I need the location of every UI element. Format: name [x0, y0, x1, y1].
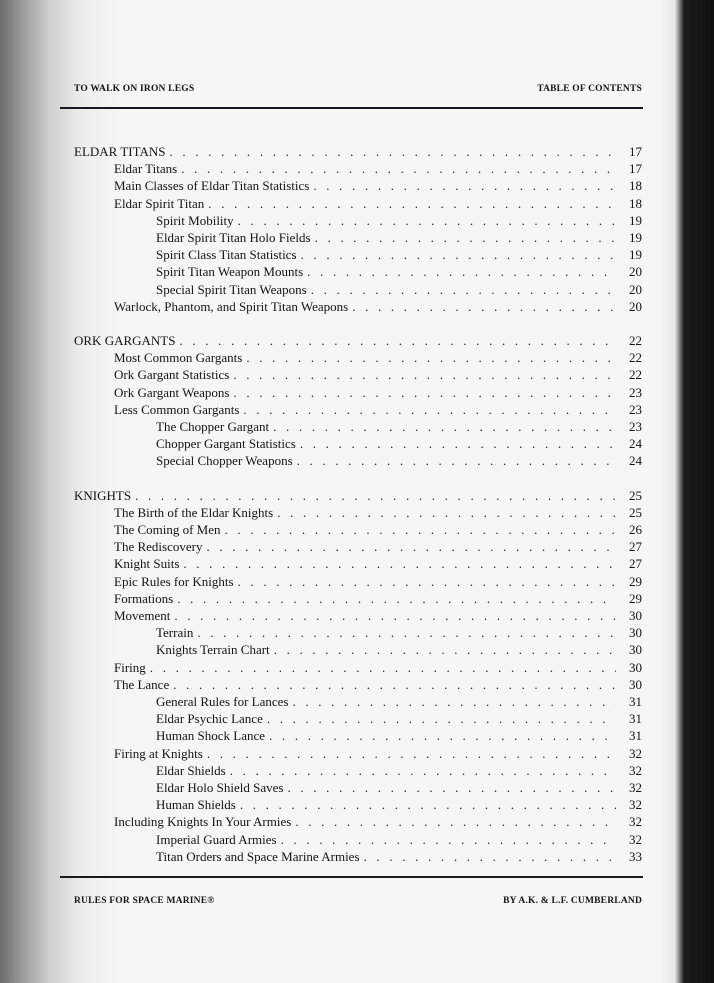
toc-entry-label: Firing at Knights: [114, 745, 203, 761]
dot-leader: [246, 349, 616, 366]
toc-page-number: 32: [629, 797, 642, 813]
toc-page-number: 25: [629, 487, 642, 503]
dot-leader: [277, 504, 616, 521]
toc-entry: [114, 504, 642, 521]
toc-entry: [114, 573, 642, 590]
toc-entry-label: Less Common Gargants: [114, 401, 240, 417]
toc-entry-label: Knights Terrain Chart: [156, 642, 270, 658]
toc-page-number: 27: [629, 556, 642, 572]
dot-leader: [208, 195, 616, 212]
dot-leader: [135, 487, 616, 504]
toc-page-number: 22: [629, 367, 642, 383]
toc-entry-label: Special Chopper Weapons: [156, 453, 293, 469]
toc-entry: [156, 779, 642, 796]
dot-leader: [292, 693, 616, 710]
toc-page-number: 17: [629, 161, 642, 177]
toc-entry-label: Most Common Gargants: [114, 350, 243, 366]
toc-entry-label: Terrain: [156, 625, 194, 641]
toc-entry-label: Spirit Mobility: [156, 212, 234, 228]
dot-leader: [240, 796, 616, 813]
toc-entry: [156, 762, 642, 779]
header-rule: [60, 107, 643, 109]
toc-entry: [114, 401, 642, 418]
toc-page-number: 19: [629, 212, 642, 228]
toc-page-number: 22: [629, 333, 642, 348]
toc-page-number: 18: [629, 195, 642, 211]
toc-entry: [114, 676, 642, 693]
header-section-title: TABLE OF CONTENTS: [537, 84, 642, 94]
toc-entry: [156, 246, 642, 263]
toc-entry: [156, 641, 642, 658]
toc-entry: [156, 435, 642, 452]
dot-leader: [183, 555, 616, 572]
toc-page-number: 29: [629, 590, 642, 606]
toc-page-number: 23: [629, 384, 642, 400]
dot-leader: [273, 418, 616, 435]
toc-entry-label: ORK GARGANTS: [74, 333, 176, 348]
dot-leader: [300, 435, 616, 452]
toc-entry: [114, 349, 642, 366]
dot-leader: [233, 366, 616, 383]
toc-entry: [156, 212, 642, 229]
toc-entry-label: Eldar Shields: [156, 762, 226, 778]
toc-entry: [114, 659, 642, 676]
toc-entry: [114, 590, 642, 607]
toc-entry: [114, 160, 642, 177]
dot-leader: [225, 521, 616, 538]
toc-entry-label: Knight Suits: [114, 556, 180, 572]
toc-page-number: 22: [629, 350, 642, 366]
toc-page-number: 33: [629, 848, 642, 864]
dot-leader: [197, 624, 616, 641]
toc-entry-label: Human Shock Lance: [156, 728, 266, 744]
toc-page-number: 32: [629, 831, 642, 847]
toc-entry-label: Firing: [114, 659, 146, 675]
dot-leader: [311, 281, 616, 298]
toc-page-number: 32: [629, 745, 642, 761]
toc-entry: [114, 555, 642, 572]
toc-entry: [156, 281, 642, 298]
toc-entry-label: General Rules for Lances: [156, 694, 289, 709]
toc-page-number: 32: [629, 780, 642, 795]
toc-section-entry: [74, 143, 642, 160]
toc-entry-label: Spirit Titan Weapon Mounts: [156, 264, 304, 280]
toc-entry: [114, 521, 642, 538]
dot-leader: [179, 332, 616, 349]
toc-entry: [114, 177, 642, 194]
toc-entry-label: Movement: [114, 608, 171, 623]
toc-entry-label: ELDAR TITANS: [74, 144, 166, 159]
toc-entry: [156, 263, 642, 280]
dot-leader: [150, 659, 616, 676]
dot-leader: [269, 727, 616, 744]
toc-entry: [156, 848, 642, 865]
toc-entry: [156, 727, 642, 744]
toc-entry: [114, 384, 642, 401]
toc-entry: [156, 452, 642, 469]
dot-leader: [207, 745, 616, 762]
dot-leader: [174, 607, 616, 624]
toc-page-number: 19: [629, 247, 642, 263]
footer-book-subtitle: RULES FOR SPACE MARINE®: [74, 896, 215, 906]
toc-page-number: 24: [629, 453, 642, 469]
dot-leader: [313, 177, 616, 194]
toc-entry: [114, 607, 642, 624]
toc-entry-label: Epic Rules for Knights: [114, 573, 234, 589]
toc-page-number: 30: [629, 676, 642, 692]
dot-leader: [364, 848, 616, 865]
dot-leader: [301, 246, 616, 263]
toc-entry: [156, 796, 642, 813]
toc-page-number: 20: [629, 264, 642, 280]
toc-page-number: 17: [629, 144, 642, 159]
toc-page-number: 30: [629, 659, 642, 675]
dot-leader: [243, 401, 616, 418]
dot-leader: [173, 676, 616, 693]
dot-leader: [287, 779, 616, 796]
toc-page-number: 23: [629, 419, 642, 434]
toc-entry-label: Formations: [114, 590, 174, 606]
toc-page-number: 31: [629, 694, 642, 709]
toc-entry-label: Warlock, Phantom, and Spirit Titan Weapons: [114, 298, 349, 314]
toc-entry-label: The Rediscovery: [114, 539, 203, 555]
dot-leader: [274, 641, 616, 658]
toc-entry-label: Chopper Gargant Statistics: [156, 436, 296, 452]
toc-page-number: 30: [629, 608, 642, 623]
toc-entry-label: Main Classes of Eldar Titan Statistics: [114, 178, 310, 194]
toc-entry-label: Special Spirit Titan Weapons: [156, 281, 307, 297]
toc-entry-label: Eldar Psychic Lance: [156, 711, 263, 727]
toc-entry: [114, 195, 642, 212]
running-header: [74, 84, 642, 100]
toc-entry: [114, 813, 642, 830]
toc-entry-label: The Coming of Men: [114, 522, 221, 537]
toc-entry-label: Human Shields: [156, 797, 236, 813]
dot-leader: [233, 384, 616, 401]
toc-entry: [156, 229, 642, 246]
toc-page-number: 18: [629, 178, 642, 194]
toc-page-number: 30: [629, 625, 642, 641]
dot-leader: [206, 538, 616, 555]
toc-page-number: 32: [629, 762, 642, 778]
toc-page-number: 24: [629, 436, 642, 452]
toc-page-number: 19: [629, 230, 642, 245]
toc-page-number: 20: [629, 298, 642, 314]
dot-leader: [297, 452, 616, 469]
toc-page-number: 20: [629, 281, 642, 297]
dot-leader: [352, 298, 616, 315]
toc-page-number: 30: [629, 642, 642, 658]
footer-authors: BY A.K. & L.F. CUMBERLAND: [503, 896, 642, 906]
footer-rule: [60, 876, 643, 878]
toc-page-number: 26: [629, 522, 642, 537]
toc-entry-label: Eldar Titans: [114, 161, 178, 177]
toc-entry-label: Including Knights In Your Armies: [114, 814, 292, 830]
toc-page-number: 31: [629, 711, 642, 727]
dot-leader: [170, 143, 616, 160]
dot-leader: [267, 710, 616, 727]
dot-leader: [238, 573, 616, 590]
toc-page-number: 25: [629, 504, 642, 520]
toc-entry-label: Eldar Holo Shield Saves: [156, 780, 284, 795]
toc-entry-label: Ork Gargant Weapons: [114, 384, 230, 400]
toc-section-entry: [74, 487, 642, 504]
toc-entry-label: The Lance: [114, 676, 170, 692]
toc-entry-label: Eldar Spirit Titan Holo Fields: [156, 230, 311, 245]
running-footer: [74, 896, 642, 912]
toc-entry-label: The Chopper Gargant: [156, 419, 270, 434]
toc-entry: [156, 418, 642, 435]
toc-entry: [114, 538, 642, 555]
dot-leader: [295, 813, 616, 830]
toc-entry: [156, 624, 642, 641]
toc-entry-label: The Birth of the Eldar Knights: [114, 504, 274, 520]
toc-entry: [114, 366, 642, 383]
dot-leader: [307, 263, 616, 280]
toc-entry-label: Spirit Class Titan Statistics: [156, 247, 297, 263]
toc-entry: [114, 745, 642, 762]
dot-leader: [238, 212, 616, 229]
toc-entry-label: Imperial Guard Armies: [156, 831, 277, 847]
dot-leader: [315, 229, 616, 246]
toc-page-number: 27: [629, 539, 642, 555]
toc-entry-label: Titan Orders and Space Marine Armies: [156, 848, 360, 864]
toc-page-number: 29: [629, 573, 642, 589]
toc-entry: [156, 831, 642, 848]
toc-entry-label: Ork Gargant Statistics: [114, 367, 230, 383]
toc-section-entry: [74, 332, 642, 349]
dot-leader: [281, 831, 616, 848]
toc-page-number: 32: [629, 814, 642, 830]
header-book-title: TO WALK ON IRON LEGS: [74, 84, 195, 94]
toc-entry: [114, 298, 642, 315]
dot-leader: [230, 762, 616, 779]
toc-entry: [156, 710, 642, 727]
toc-entry-label: Eldar Spirit Titan: [114, 195, 205, 211]
toc-page-number: 31: [629, 728, 642, 744]
toc-entry: [156, 693, 642, 710]
toc-page-number: 23: [629, 401, 642, 417]
toc-entry-label: KNIGHTS: [74, 487, 132, 503]
dot-leader: [181, 160, 616, 177]
dot-leader: [177, 590, 616, 607]
